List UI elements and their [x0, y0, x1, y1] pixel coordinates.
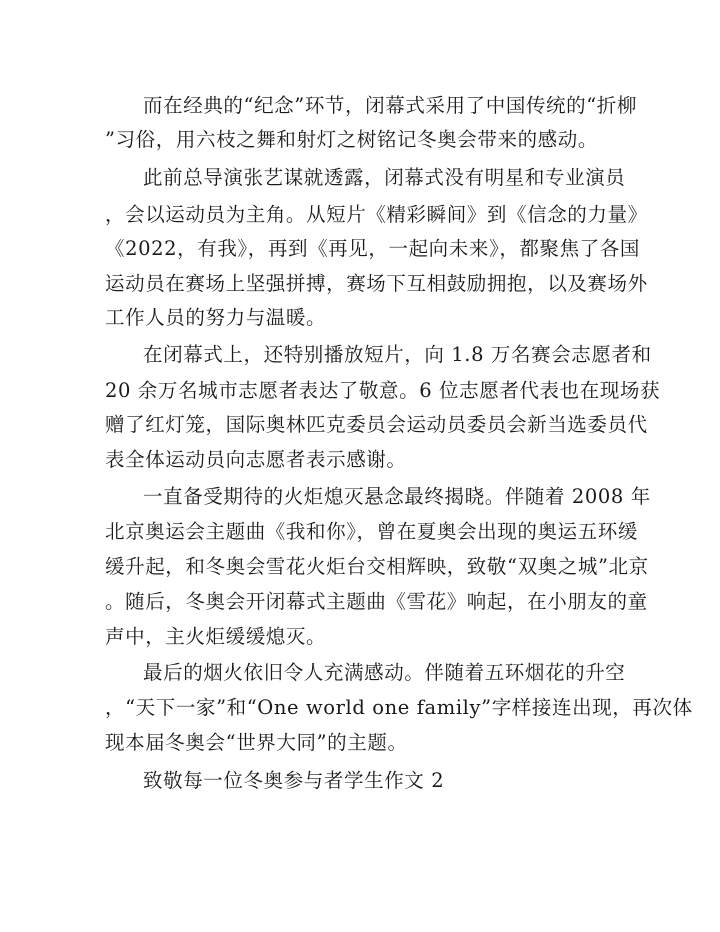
- text-line: 运动员在赛场上坚强拼搏，赛场下互相鼓励拥抱，以及赛场外: [105, 272, 648, 295]
- text-line: 而在经典的“纪念”环节，闭幕式采用了中国传统的“折柳: [143, 94, 638, 117]
- text-line: 表全体运动员向志愿者表示感谢。: [105, 448, 407, 471]
- text-line: 在闭幕式上，还特别播放短片，向 1.8 万名赛会志愿者和: [143, 343, 652, 366]
- text-line: 声中，主火炬缓缓熄灭。: [105, 625, 327, 648]
- text-line: 北京奥运会主题曲《我和你》，曾在夏奥会出现的奥运五环缓: [105, 520, 638, 543]
- text-line: 工作人员的努力与温暖。: [105, 306, 327, 329]
- text-line: ”习俗，用六枝之舞和射灯之树铭记冬奥会带来的感动。: [105, 128, 598, 151]
- text-line: 《2022，有我》，再到《再见，一起向未来》，都聚焦了各国: [105, 237, 641, 260]
- text-line: 赠了红灯笼，国际奥林匹克委员会运动员委员会新当选委员代: [105, 413, 648, 436]
- section-heading: 致敬每一位冬奥参与者学生作文 2: [143, 769, 445, 792]
- text-line: ，“天下一家”和“One world one family”字样接连出现，再次体: [105, 696, 693, 719]
- text-line: 现本届冬奥会“世界大同”的主题。: [105, 731, 408, 754]
- text-line: 一直备受期待的火炬熄灭悬念最终揭晓。伴随着 2008 年: [143, 485, 651, 508]
- text-line: 最后的烟火依旧令人充满感动。伴随着五环烟花的升空: [143, 661, 626, 684]
- text-line: 20 余万名城市志愿者表达了敬意。6 位志愿者代表也在现场获: [105, 379, 661, 402]
- text-line: ，会以运动员为主角。从短片《精彩瞬间》到《信念的力量》: [105, 203, 648, 226]
- text-line: 此前总导演张艺谋就透露，闭幕式没有明星和专业演员: [143, 166, 626, 189]
- text-line: 缓升起，和冬奥会雪花火炬台交相辉映，致敬“双奥之城”北京: [105, 555, 649, 578]
- text-line: 。随后，冬奥会开闭幕式主题曲《雪花》响起，在小朋友的童: [105, 590, 648, 613]
